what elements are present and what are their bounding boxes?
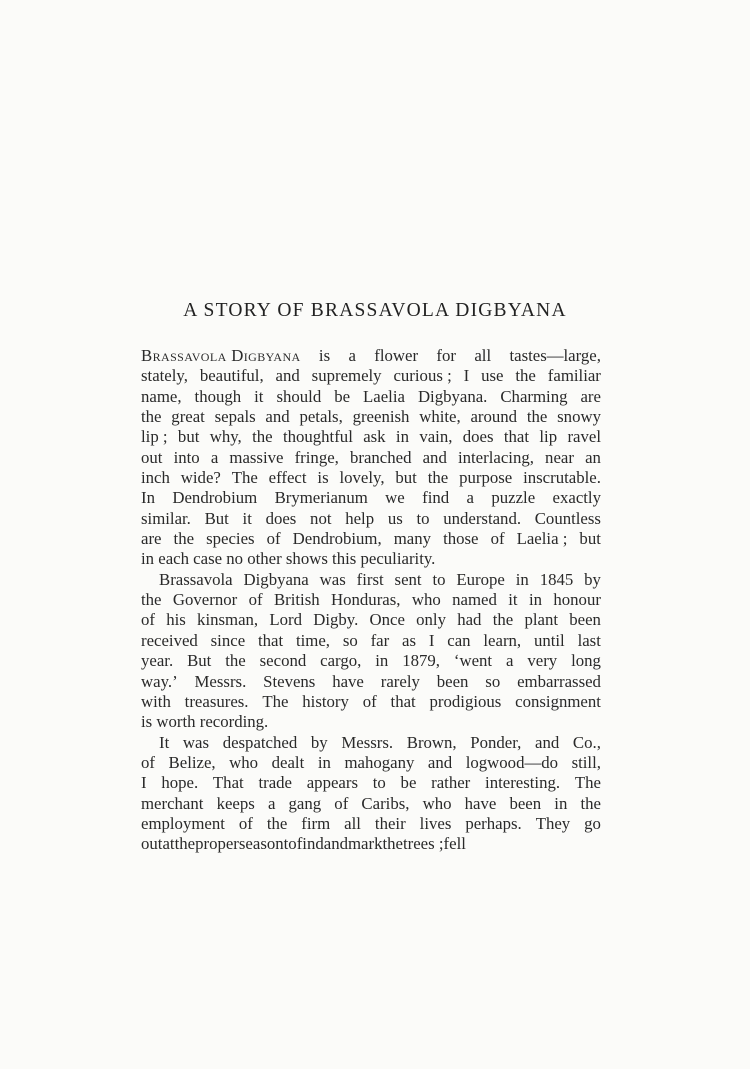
word: it bbox=[242, 508, 252, 528]
word: despatched bbox=[222, 732, 298, 752]
word: appears bbox=[306, 773, 358, 793]
word: the bbox=[141, 590, 162, 610]
word: an bbox=[585, 447, 601, 467]
word: a bbox=[267, 793, 276, 813]
word: use bbox=[481, 366, 504, 386]
word: time, bbox=[295, 630, 330, 650]
word: puzzle bbox=[491, 488, 536, 508]
word: in bbox=[515, 569, 529, 589]
word: Messrs. bbox=[341, 732, 394, 752]
word: merchant bbox=[141, 793, 204, 813]
word: in bbox=[395, 427, 409, 447]
word: prodigious bbox=[429, 691, 502, 711]
word: received bbox=[141, 630, 198, 650]
text-line bbox=[141, 509, 601, 529]
word: to bbox=[372, 773, 386, 793]
word: to bbox=[283, 834, 297, 854]
word: out bbox=[141, 447, 163, 467]
word: Once bbox=[369, 610, 405, 630]
word: of bbox=[248, 590, 263, 610]
word: should bbox=[276, 386, 322, 406]
word: flower bbox=[374, 346, 419, 365]
word: go bbox=[584, 813, 601, 833]
word: treasures. bbox=[184, 691, 249, 711]
word: ask bbox=[363, 427, 386, 447]
word: and bbox=[275, 366, 300, 386]
text-line bbox=[141, 468, 601, 488]
word: the bbox=[427, 468, 449, 488]
word: does bbox=[462, 427, 494, 447]
word: Dendrobium bbox=[172, 488, 258, 508]
word: have bbox=[464, 793, 497, 813]
word: way.’ bbox=[141, 671, 178, 691]
word: trade bbox=[258, 773, 292, 793]
word: I bbox=[428, 630, 435, 650]
word: of bbox=[362, 691, 377, 711]
word: mahogany bbox=[344, 752, 415, 772]
word: perhaps. bbox=[465, 813, 522, 833]
word: a bbox=[348, 346, 356, 365]
word: Laelia bbox=[363, 386, 405, 406]
word: since bbox=[210, 630, 246, 650]
word: the bbox=[173, 529, 195, 549]
word: was bbox=[319, 569, 346, 589]
word: Digbyana. bbox=[417, 386, 488, 406]
word: honour bbox=[553, 590, 601, 610]
word: Dendrobium, bbox=[292, 529, 382, 549]
word: The bbox=[262, 691, 289, 711]
word: inscrutable. bbox=[523, 468, 601, 488]
word: who bbox=[229, 752, 259, 772]
word: first bbox=[356, 569, 384, 589]
word: Lord bbox=[269, 610, 302, 630]
body-text bbox=[141, 346, 601, 855]
word: is bbox=[318, 346, 331, 365]
text-line bbox=[141, 834, 601, 854]
word: and bbox=[323, 834, 348, 854]
word: be bbox=[334, 386, 351, 406]
word: been bbox=[569, 610, 601, 630]
word: familiar bbox=[547, 366, 601, 386]
word: petals, bbox=[299, 407, 343, 427]
word: Brown, bbox=[406, 732, 457, 752]
word: that bbox=[390, 691, 416, 711]
text-line bbox=[141, 631, 601, 651]
word: British bbox=[273, 590, 320, 610]
word: 1879, bbox=[402, 651, 440, 671]
word: very bbox=[527, 651, 558, 671]
word: trees ; bbox=[402, 834, 444, 854]
word: year. bbox=[141, 651, 174, 671]
word: to bbox=[416, 508, 430, 528]
text-line bbox=[141, 773, 601, 793]
text-line bbox=[141, 733, 601, 753]
word: cargo, bbox=[320, 651, 362, 671]
word: firm bbox=[301, 813, 331, 833]
text-line bbox=[141, 712, 601, 732]
word: their bbox=[374, 813, 406, 833]
word: But bbox=[187, 651, 212, 671]
word: the bbox=[382, 834, 403, 854]
word: a bbox=[506, 651, 514, 671]
word: the bbox=[526, 407, 548, 427]
word: ravel bbox=[567, 427, 601, 447]
text-line bbox=[141, 753, 601, 773]
word: effect bbox=[268, 468, 307, 488]
word: to bbox=[432, 569, 446, 589]
word: and bbox=[427, 752, 453, 772]
text-line bbox=[141, 590, 601, 610]
word: around bbox=[470, 407, 518, 427]
word: a bbox=[210, 447, 219, 467]
word: kinsman, bbox=[197, 610, 259, 630]
word: ‘went bbox=[453, 651, 493, 671]
word: of bbox=[238, 813, 253, 833]
word: thoughtful bbox=[282, 427, 353, 447]
word: embarrassed bbox=[517, 671, 601, 691]
word: purpose bbox=[459, 468, 513, 488]
text-line bbox=[141, 549, 601, 569]
word: I bbox=[141, 773, 147, 793]
word: been bbox=[509, 793, 542, 813]
word: in bbox=[554, 793, 568, 813]
word: I bbox=[463, 366, 470, 386]
word: all bbox=[344, 813, 361, 833]
word: Honduras, bbox=[331, 590, 401, 610]
text-line bbox=[141, 610, 601, 630]
word: not bbox=[310, 508, 332, 528]
word: sepals bbox=[214, 407, 256, 427]
word: white, bbox=[419, 407, 461, 427]
word: find bbox=[296, 834, 324, 854]
word: proper bbox=[195, 834, 239, 854]
word: are bbox=[580, 386, 601, 406]
word: had bbox=[457, 610, 482, 630]
word: by bbox=[584, 569, 601, 589]
word: fringe, bbox=[294, 447, 339, 467]
word: That bbox=[212, 773, 244, 793]
text-line bbox=[141, 570, 601, 590]
text-line bbox=[141, 794, 601, 814]
word: logwood—do bbox=[465, 752, 559, 772]
word: are bbox=[141, 529, 162, 549]
word: It bbox=[159, 732, 170, 752]
word: Co., bbox=[572, 732, 601, 752]
word: near bbox=[545, 447, 574, 467]
word: the bbox=[492, 610, 514, 630]
word: greenish bbox=[352, 407, 410, 427]
word: gang bbox=[288, 793, 322, 813]
word: Governor bbox=[172, 590, 238, 610]
word: of bbox=[490, 529, 505, 549]
word: branched bbox=[349, 447, 412, 467]
word: named bbox=[452, 590, 497, 610]
word: was bbox=[182, 732, 210, 752]
word: Caribs, bbox=[361, 793, 410, 813]
text-line bbox=[141, 387, 601, 407]
word: employment bbox=[141, 813, 225, 833]
word: Belize, bbox=[168, 752, 216, 772]
word: so bbox=[342, 630, 358, 650]
word: we bbox=[385, 488, 405, 508]
word: in bbox=[528, 590, 542, 610]
word: second bbox=[259, 651, 307, 671]
word: it bbox=[508, 590, 518, 610]
word: who bbox=[422, 793, 452, 813]
word: been bbox=[436, 671, 469, 691]
word: is worth recording. bbox=[141, 712, 269, 732]
word: is bbox=[317, 468, 329, 488]
word: many bbox=[393, 529, 432, 549]
word: In bbox=[141, 488, 155, 508]
word: interlacing, bbox=[457, 447, 534, 467]
word: but bbox=[579, 529, 601, 549]
word: great bbox=[171, 407, 205, 427]
word: the bbox=[515, 366, 536, 386]
word: exactly bbox=[552, 488, 601, 508]
word: Countless bbox=[534, 508, 601, 528]
text-line bbox=[141, 529, 601, 549]
word: who bbox=[411, 590, 441, 610]
word: name, bbox=[141, 386, 182, 406]
word: rather bbox=[431, 773, 471, 793]
word: as bbox=[402, 630, 417, 650]
word: into bbox=[173, 447, 200, 467]
text-line bbox=[141, 407, 601, 427]
word: Messrs. bbox=[194, 671, 247, 691]
text-line bbox=[141, 366, 601, 386]
word: the bbox=[252, 427, 273, 447]
word: still, bbox=[571, 752, 601, 772]
word: last bbox=[577, 630, 601, 650]
word: species bbox=[206, 529, 255, 549]
word: Stevens bbox=[263, 671, 316, 691]
word: beautiful, bbox=[199, 366, 264, 386]
word: but bbox=[177, 427, 200, 447]
word: mark bbox=[347, 834, 383, 854]
word: curious ; bbox=[393, 366, 452, 386]
word: though bbox=[194, 386, 242, 406]
word: in bbox=[317, 752, 331, 772]
word: Charming bbox=[500, 386, 568, 406]
word: the bbox=[141, 407, 162, 427]
word: that bbox=[503, 427, 530, 447]
chapter-title: A STORY OF BRASSAVOLA DIGBYANA bbox=[183, 300, 567, 321]
word: snowy bbox=[557, 407, 601, 427]
word: lovely, bbox=[339, 468, 385, 488]
word: and bbox=[422, 447, 447, 467]
word: at bbox=[162, 834, 175, 854]
word: They bbox=[535, 813, 571, 833]
text-line bbox=[141, 427, 601, 447]
word: of bbox=[334, 793, 349, 813]
word: for bbox=[436, 346, 456, 365]
word: similar. bbox=[141, 508, 191, 528]
lead-words: Brassavola Digbyana bbox=[141, 346, 301, 365]
word: sent bbox=[394, 569, 422, 589]
word: with bbox=[141, 691, 171, 711]
word: hope. bbox=[161, 773, 199, 793]
word: does bbox=[265, 508, 297, 528]
word: have bbox=[332, 671, 364, 691]
word: lip ; bbox=[141, 427, 168, 447]
word: help bbox=[345, 508, 375, 528]
word: the bbox=[266, 813, 288, 833]
text-line bbox=[141, 488, 601, 508]
word: so bbox=[485, 671, 501, 691]
word: it bbox=[254, 386, 264, 406]
word: out bbox=[141, 834, 163, 854]
word: can bbox=[447, 630, 471, 650]
word: vain, bbox=[419, 427, 453, 447]
word: in bbox=[375, 651, 389, 671]
word: the bbox=[174, 834, 196, 854]
word: Laelia ; bbox=[516, 529, 568, 549]
word: Brymerianum bbox=[274, 488, 368, 508]
word: Digby. bbox=[313, 610, 359, 630]
word: interesting. bbox=[485, 773, 561, 793]
word: by bbox=[310, 732, 328, 752]
word: keeps bbox=[216, 793, 255, 813]
word: why, bbox=[209, 427, 242, 447]
word: Ponder, bbox=[470, 732, 522, 752]
word: but bbox=[395, 468, 417, 488]
word: Europe bbox=[456, 569, 505, 589]
word: tastes—large, bbox=[509, 346, 601, 365]
word: that bbox=[257, 630, 284, 650]
word: supremely bbox=[311, 366, 382, 386]
word: learn, bbox=[483, 630, 522, 650]
word: understand. bbox=[443, 508, 522, 528]
word: wide? bbox=[180, 468, 221, 488]
word: only bbox=[416, 610, 446, 630]
word: of bbox=[141, 610, 155, 630]
word: rarely bbox=[380, 671, 420, 691]
text-line bbox=[141, 448, 601, 468]
word: massive bbox=[229, 447, 284, 467]
word: plant bbox=[524, 610, 558, 630]
word: of bbox=[141, 752, 155, 772]
word: the bbox=[580, 793, 601, 813]
word: lives bbox=[419, 813, 452, 833]
text-line bbox=[141, 346, 601, 366]
word: a bbox=[466, 488, 474, 508]
word: 1845 bbox=[539, 569, 574, 589]
word: and bbox=[265, 407, 290, 427]
word: his bbox=[166, 610, 186, 630]
word: The bbox=[574, 773, 601, 793]
word: lip bbox=[539, 427, 558, 447]
word: the bbox=[225, 651, 246, 671]
word: find bbox=[422, 488, 450, 508]
word: us bbox=[387, 508, 403, 528]
word: and bbox=[535, 732, 560, 752]
text-line bbox=[141, 672, 601, 692]
word: But bbox=[204, 508, 229, 528]
word: stately, bbox=[141, 366, 188, 386]
word: all bbox=[474, 346, 492, 365]
word: The bbox=[231, 468, 258, 488]
text-line bbox=[141, 651, 601, 671]
word: long bbox=[571, 651, 601, 671]
word: until bbox=[533, 630, 565, 650]
word: those bbox=[443, 529, 479, 549]
word: far bbox=[370, 630, 390, 650]
word: consignment bbox=[515, 691, 601, 711]
word: of bbox=[266, 529, 281, 549]
word: season bbox=[238, 834, 284, 854]
text-line bbox=[141, 814, 601, 834]
text-line bbox=[141, 692, 601, 712]
word: Digbyana bbox=[243, 569, 309, 589]
word: inch bbox=[141, 468, 170, 488]
word: be bbox=[400, 773, 417, 793]
word: history bbox=[302, 691, 349, 711]
word: in each case no other shows this peculiarity. bbox=[141, 549, 436, 569]
word: Brassavola bbox=[159, 569, 233, 589]
word: fell bbox=[443, 834, 466, 854]
word: dealt bbox=[271, 752, 305, 772]
